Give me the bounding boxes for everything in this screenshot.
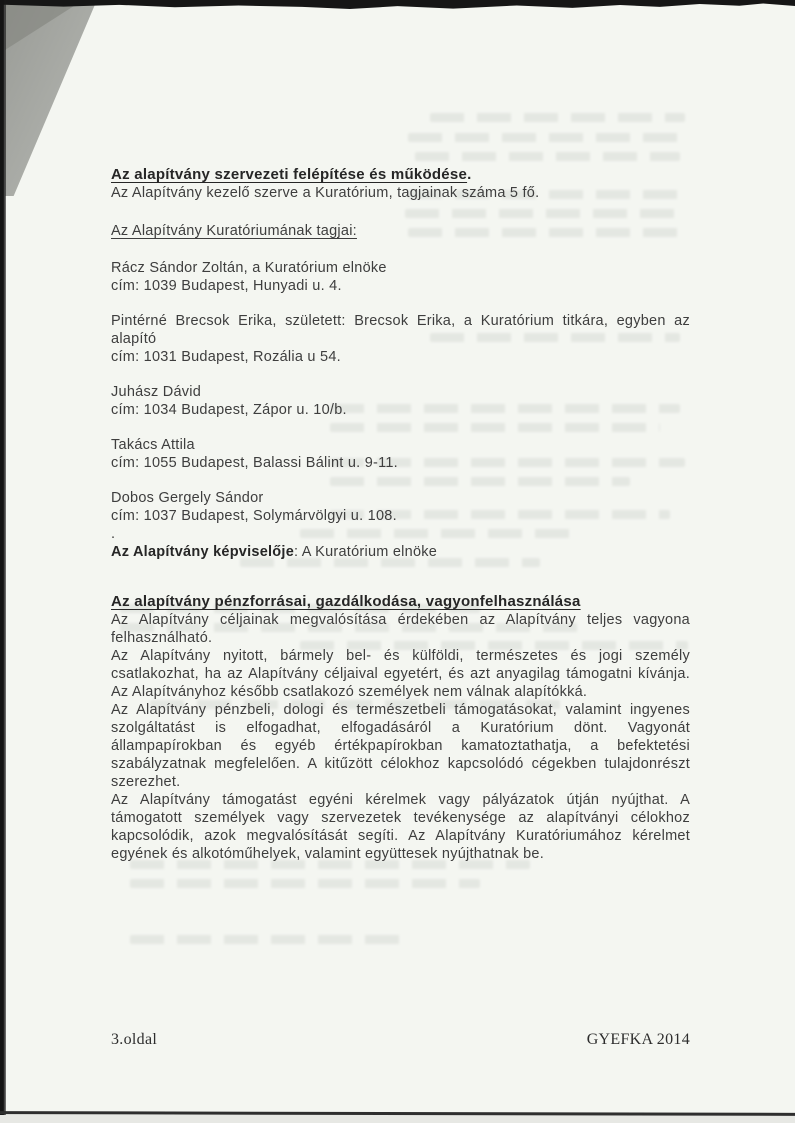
ghost-text-line bbox=[408, 133, 688, 142]
representative-label: Az Alapítvány képviselője bbox=[111, 544, 295, 560]
board-member bbox=[111, 436, 690, 472]
member-address: cím: 1031 Budapest, Rozália u 54. bbox=[111, 349, 341, 365]
stray-period: . bbox=[111, 526, 116, 542]
doc-code: GYEFKA 2014 bbox=[586, 1031, 690, 1048]
body-paragraph: Az Alapítvány nyitott, bármely bel- és külföldi, természetes és jogi személy csatlakozhat, ha az Alapítvány céljaival egyetért, és azt anyagilag támogatni kívánja. Az Alapítványhoz később csatlakozó személyek nem válnak alapítókká. bbox=[111, 648, 690, 700]
board-member bbox=[111, 259, 690, 295]
ghost-text-line bbox=[130, 935, 410, 944]
section1-heading-period: . bbox=[467, 166, 472, 183]
ghost-text-line bbox=[415, 152, 680, 161]
representative-value: : A Kuratórium elnöke bbox=[294, 544, 438, 560]
board-member bbox=[111, 383, 690, 419]
section1-heading bbox=[111, 166, 690, 184]
board-members-subheading: Az Alapítvány Kuratóriumának tagjai: bbox=[111, 223, 357, 239]
member-name: Juhász Dávid bbox=[111, 384, 202, 400]
member-name: Dobos Gergely Sándor bbox=[111, 490, 264, 506]
ghost-text-line bbox=[130, 879, 480, 888]
member-name: Pintérné Brecsok Erika, született: Brecsok Erika, a Kuratórium titkára, egyben az alapító bbox=[111, 313, 690, 347]
body-paragraph: Az Alapítvány támogatást egyéni kérelmek vagy pályázatok útján nyújthat. A támogatott személyek vagy szervezetek tevékenysége az alapítványi célokhoz kapcsolódik, azok megvalósítását segíti. Az Alapítvány Kuratóriumához kérelmet egyének és alkotóműhelyek, valamint együttesek nyújthatnak be. bbox=[111, 792, 690, 862]
board-member bbox=[111, 489, 690, 525]
member-name: Takács Attila bbox=[111, 437, 195, 453]
page-number: 3.oldal bbox=[111, 1031, 158, 1048]
representative-line bbox=[111, 543, 690, 561]
body-paragraph: Az Alapítvány céljainak megvalósítása érdekében az Alapítvány teljes vagyona felhasználható. bbox=[111, 612, 690, 646]
member-address: cím: 1039 Budapest, Hunyadi u. 4. bbox=[111, 278, 342, 294]
ghost-text-line bbox=[430, 113, 685, 122]
board-member-list bbox=[111, 259, 690, 525]
member-address: cím: 1055 Budapest, Balassi Bálint u. 9-11. bbox=[111, 455, 398, 471]
scan-edge-left bbox=[0, 0, 6, 1123]
section1-heading-text: Az alapítvány szervezeti felépítése és működése bbox=[111, 166, 468, 183]
board-intro-line: Az Alapítvány kezelő szerve a Kuratórium, tagjainak száma 5 fő. bbox=[111, 185, 540, 201]
scan-edge-bottom-under bbox=[0, 1115, 795, 1123]
section2-heading bbox=[111, 561, 690, 611]
body-paragraph: Az Alapítvány pénzbeli, dologi és természetbeli támogatásokat, valamint ingyenes szolgáltatást is elfogadhat, elfogadásáról a Kuratórium dönt. Vagyonát állampapírokban és egyéb értékpapírokban kamatoztathatja, a befektetési szabályzatnak megfelelően. A kitűzött célokhoz kapcsolódó cégekben tulajdonrészt szerezhet. bbox=[111, 702, 690, 790]
section2-heading-text: Az alapítvány pénzforrásai, gazdálkodása, vagyonfelhasználása bbox=[111, 593, 581, 610]
document-content bbox=[111, 166, 690, 863]
board-member bbox=[111, 312, 690, 366]
page-footer bbox=[111, 1031, 690, 1049]
member-address: cím: 1037 Budapest, Solymárvölgyi u. 108. bbox=[111, 508, 397, 524]
member-name: Rácz Sándor Zoltán, a Kuratórium elnöke bbox=[111, 260, 387, 276]
member-address: cím: 1034 Budapest, Zápor u. 10/b. bbox=[111, 402, 347, 418]
